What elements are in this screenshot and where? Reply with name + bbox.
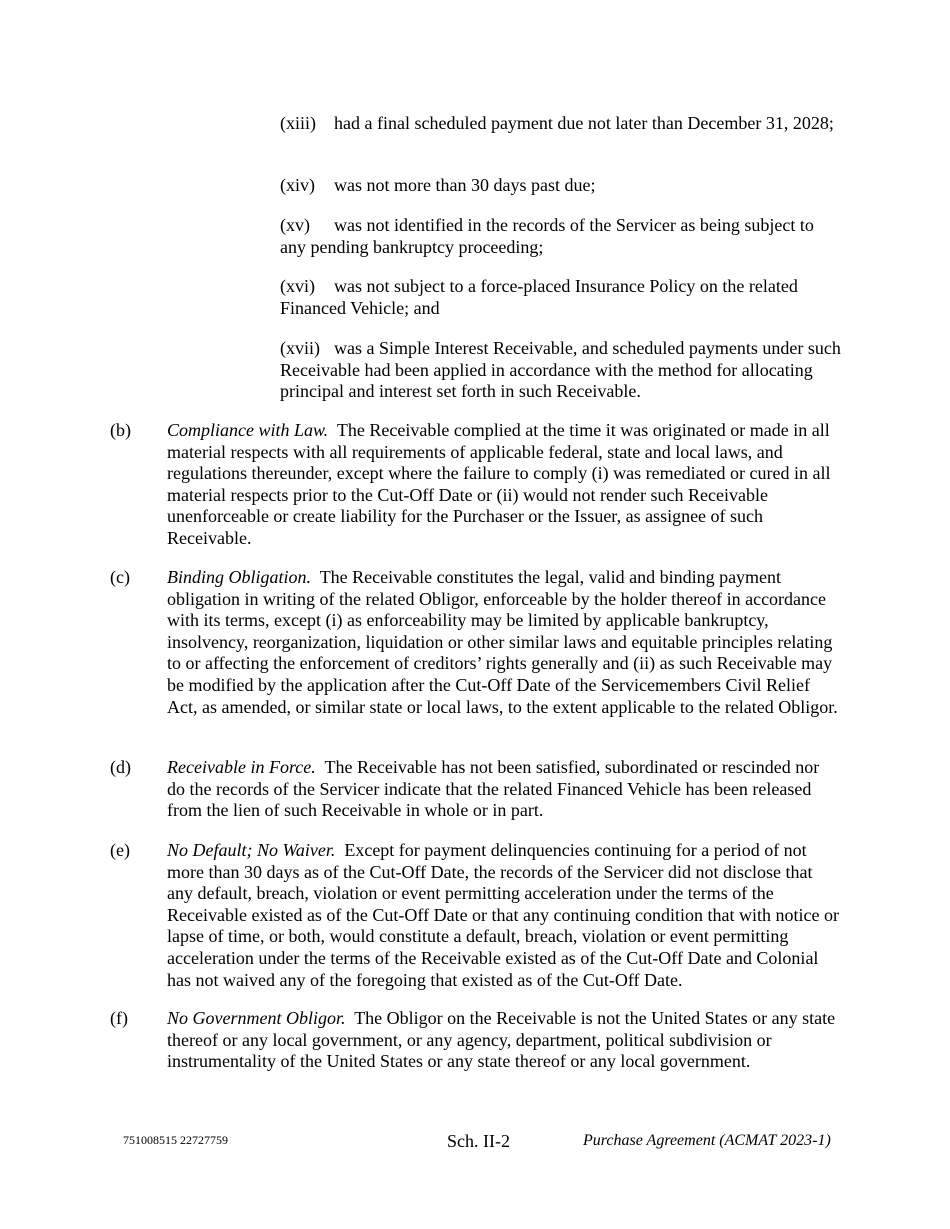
section-e bbox=[110, 840, 840, 991]
section-d bbox=[110, 757, 840, 822]
section-c bbox=[110, 567, 840, 718]
section-label: (b) bbox=[110, 420, 131, 440]
section-text: The Receivable complied at the time it was originated or made in all material respects with all requirements of applicable federal, state and local laws, and regulations thereunder, except where the failure to comply (i) was remediated or cured in all material respects prior to the Cut-Off Date or (ii) would not render such Receivable unenforceable or create liability for the Purchaser or the Issuer, as assignee of such Receivable. bbox=[167, 420, 831, 548]
section-text: The Receivable has not been satisfied, subordinated or rescinded nor do the records of the Servicer indicate that the related Financed Vehicle has been released from the lien of such Receivable in whole or in part. bbox=[167, 757, 820, 821]
section-text: The Obligor on the Receivable is not the United States or any state thereof or any local government, or any agency, department, political subdivision or instrumentality of the United States or any state thereof or any local government. bbox=[167, 1008, 836, 1072]
section-label: (e) bbox=[110, 840, 130, 860]
section-title: Receivable in Force. bbox=[167, 757, 316, 777]
section-title: Compliance with Law. bbox=[167, 420, 329, 440]
subitem-number: (xiii) bbox=[280, 113, 316, 133]
section-label: (c) bbox=[110, 567, 130, 587]
subitem-xvi bbox=[223, 276, 841, 319]
subitem-text: was not subject to a force-placed Insurance Policy on the related Financed Vehicle; and bbox=[280, 276, 798, 318]
subitem-number: (xv) bbox=[280, 215, 310, 235]
section-label: (f) bbox=[110, 1008, 128, 1028]
subitem-xv bbox=[223, 215, 841, 258]
subitem-xiv bbox=[223, 175, 841, 197]
subitem-text: was not identified in the records of the Servicer as being subject to any pending bankruptcy proceeding; bbox=[280, 215, 814, 257]
section-title: No Government Obligor. bbox=[167, 1008, 346, 1028]
subitem-xvii bbox=[223, 338, 841, 403]
subitem-number: (xvii) bbox=[280, 338, 320, 358]
footer-doc-id: 751008515 22727759 bbox=[123, 1133, 228, 1147]
section-f bbox=[110, 1008, 840, 1073]
subitem-text: had a final scheduled payment due not later than December 31, 2028; bbox=[334, 113, 834, 133]
subitem-xiii bbox=[223, 113, 841, 135]
section-b bbox=[110, 420, 840, 550]
footer-page-number: Sch. II-2 bbox=[447, 1131, 510, 1151]
section-text: The Receivable constitutes the legal, valid and binding payment obligation in writing of the related Obligor, enforceable by the holder thereof in accordance with its terms, except (i) as enforceability may be limited by applicable bankruptcy, insolvency, reorganization, liquidation or other similar laws and equitable principles relating to or affecting the enforcement of creditors’ rights generally and (ii) as such Receivable may be modified by the application after the Cut-Off Date of the Servicemembers Civil Relief Act, as amended, or similar state or local laws, to the extent applicable to the related Obligor. bbox=[167, 567, 838, 717]
subitem-number: (xvi) bbox=[280, 276, 315, 296]
section-title: No Default; No Waiver. bbox=[167, 840, 336, 860]
subitem-number: (xiv) bbox=[280, 175, 315, 195]
section-title: Binding Obligation. bbox=[167, 567, 311, 587]
section-text: Except for payment delinquencies continuing for a period of not more than 30 days as of the Cut-Off Date, the records of the Servicer did not disclose that any default, breach, violation or event permitting acceleration under the terms of the Receivable existed as of the Cut-Off Date or that any continuing condition that with notice or lapse of time, or both, would constitute a default, breach, violation or event permitting acceleration under the terms of the Receivable existed as of the Cut-Off Date and Colonial has not waived any of the foregoing that existed as of the Cut-Off Date. bbox=[167, 840, 839, 990]
subitem-text: was a Simple Interest Receivable, and scheduled payments under such Receivable had been applied in accordance with the method for allocating principal and interest set forth in such Receivable. bbox=[280, 338, 841, 402]
subitem-text: was not more than 30 days past due; bbox=[334, 175, 596, 195]
section-label: (d) bbox=[110, 757, 131, 777]
footer-doc-title: Purchase Agreement (ACMAT 2023-1) bbox=[583, 1132, 831, 1149]
